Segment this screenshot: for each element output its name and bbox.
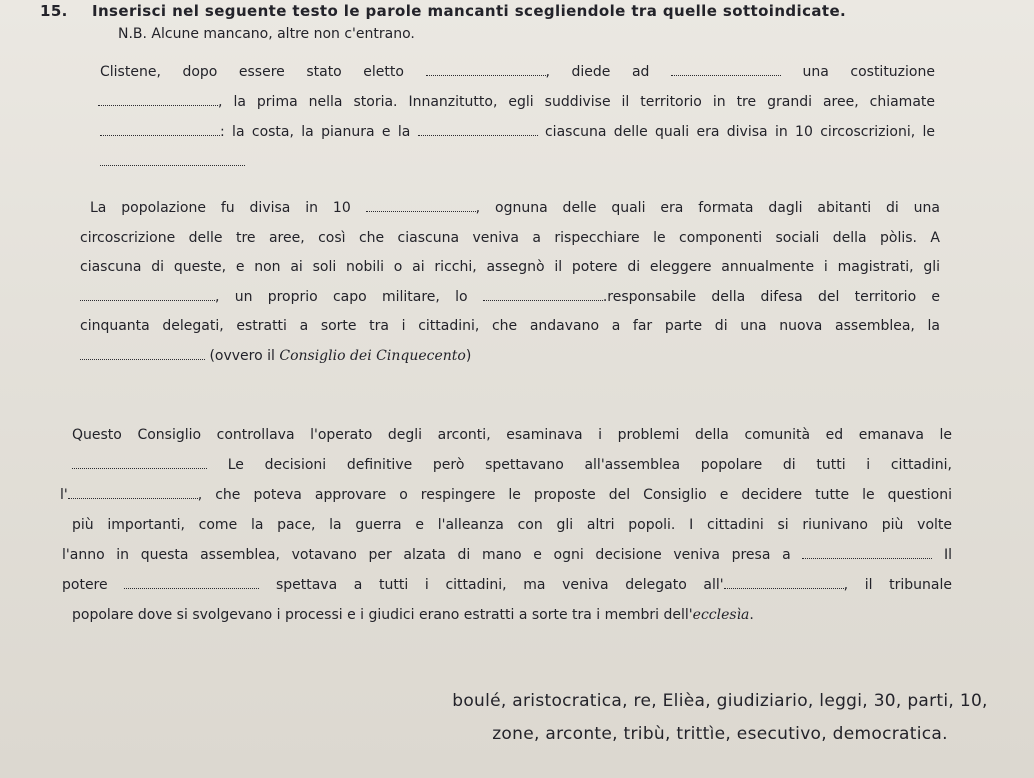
exercise-instruction: Inserisci nel seguente testo le parole mancanti scegliendole tra quelle sottoindicate. [92, 2, 847, 20]
blank-field[interactable] [426, 63, 546, 76]
paragraph-3-line-6: potere spettava a tutti i cittadini, ma veniva delegato all' , il tribunale [62, 577, 953, 593]
blank-field[interactable] [418, 123, 538, 136]
blank-field[interactable] [483, 288, 603, 301]
paragraph-3 [60, 420, 953, 630]
exercise-header [40, 2, 1000, 42]
exercise-number: 15. [40, 2, 68, 20]
word-bank-line-1: boulé, aristocratica, re, Elièa, giudiziario, leggi, 30, parti, 10, [452, 691, 988, 711]
paragraph-2-line-3: ciascuna di queste, e non ai soli nobili o ai ricchi, assegnò il potere di eleggere annualmente i magistrati, gli [80, 259, 940, 275]
blank-field[interactable] [80, 288, 215, 301]
paragraph-2-line-2: circoscrizione delle tre aree, così che ciascuna veniva a rispecchiare le componenti sociali della pòlis. A [80, 229, 940, 246]
word-bank-line-2: zone, arconte, tribù, trittìe, esecutivo, democratica. [492, 724, 948, 744]
blank-field[interactable] [98, 93, 218, 106]
paragraph-1-line-2: , la prima nella storia. Innanzitutto, egli suddivise il territorio in tre grandi aree, chiamate [98, 87, 935, 117]
paragraph-1-line-4 [100, 147, 935, 177]
paragraph-1 [100, 57, 935, 177]
blank-field[interactable] [100, 153, 245, 166]
exercise-note: N.B. Alcune mancano, altre non c'entrano. [118, 26, 415, 42]
blank-field[interactable] [802, 546, 932, 559]
paragraph-3-line-4: più importanti, come la pace, la guerra e l'alleanza con gli altri popoli. I cittadini si riunivano più volte [72, 517, 952, 533]
paragraph-2-line-6: (ovvero il Consiglio dei Cinquecento) [80, 342, 940, 372]
paragraph-3-line-3: l' , che poteva approvare o respingere le proposte del Consiglio e decidere tutte le questioni [60, 487, 952, 503]
paragraph-2 [80, 194, 941, 371]
blank-field[interactable] [671, 63, 781, 76]
paragraph-3-line-2: Le decisioni definitive però spettavano all'assemblea popolare di tutti i cittadini, [72, 450, 952, 480]
paragraph-3-line-7: popolare dove si svolgevano i processi e i giudici erano estratti a sorte tra i membri dell'ecclesìa. [72, 607, 754, 623]
blank-field[interactable] [68, 486, 198, 499]
blank-field[interactable] [124, 576, 259, 589]
blank-field[interactable] [724, 576, 844, 589]
blank-field[interactable] [80, 347, 205, 360]
blank-field[interactable] [100, 123, 220, 136]
blank-field[interactable] [366, 199, 476, 212]
paragraph-2-line-1: La popolazione fu divisa in 10 , ognuna delle quali era formata dagli abitanti di una [90, 200, 941, 216]
exercise-title [40, 2, 1000, 20]
paragraph-1-line-1: Clistene, dopo essere stato eletto , diede ad una costituzione [100, 64, 935, 80]
paragraph-3-line-1: Questo Consiglio controllava l'operato degli arconti, esaminava i problemi della comunità ed emanava le [72, 427, 952, 443]
blank-field[interactable] [72, 456, 207, 469]
paragraph-2-line-5: cinquanta delegati, estratti a sorte tra i cittadini, che andavano a far parte di una nuova assemblea, la [80, 318, 940, 334]
paragraph-1-line-3: : la costa, la pianura e la ciascuna delle quali era divisa in 10 circoscrizioni, le [100, 117, 935, 147]
paragraph-2-line-4: , un proprio capo militare, lo .responsabile della difesa del territorio e [80, 283, 940, 313]
paragraph-3-line-5: l'anno in questa assemblea, votavano per alzata di mano e ogni decisione veniva presa a Il [62, 547, 953, 563]
word-bank [420, 685, 1020, 751]
